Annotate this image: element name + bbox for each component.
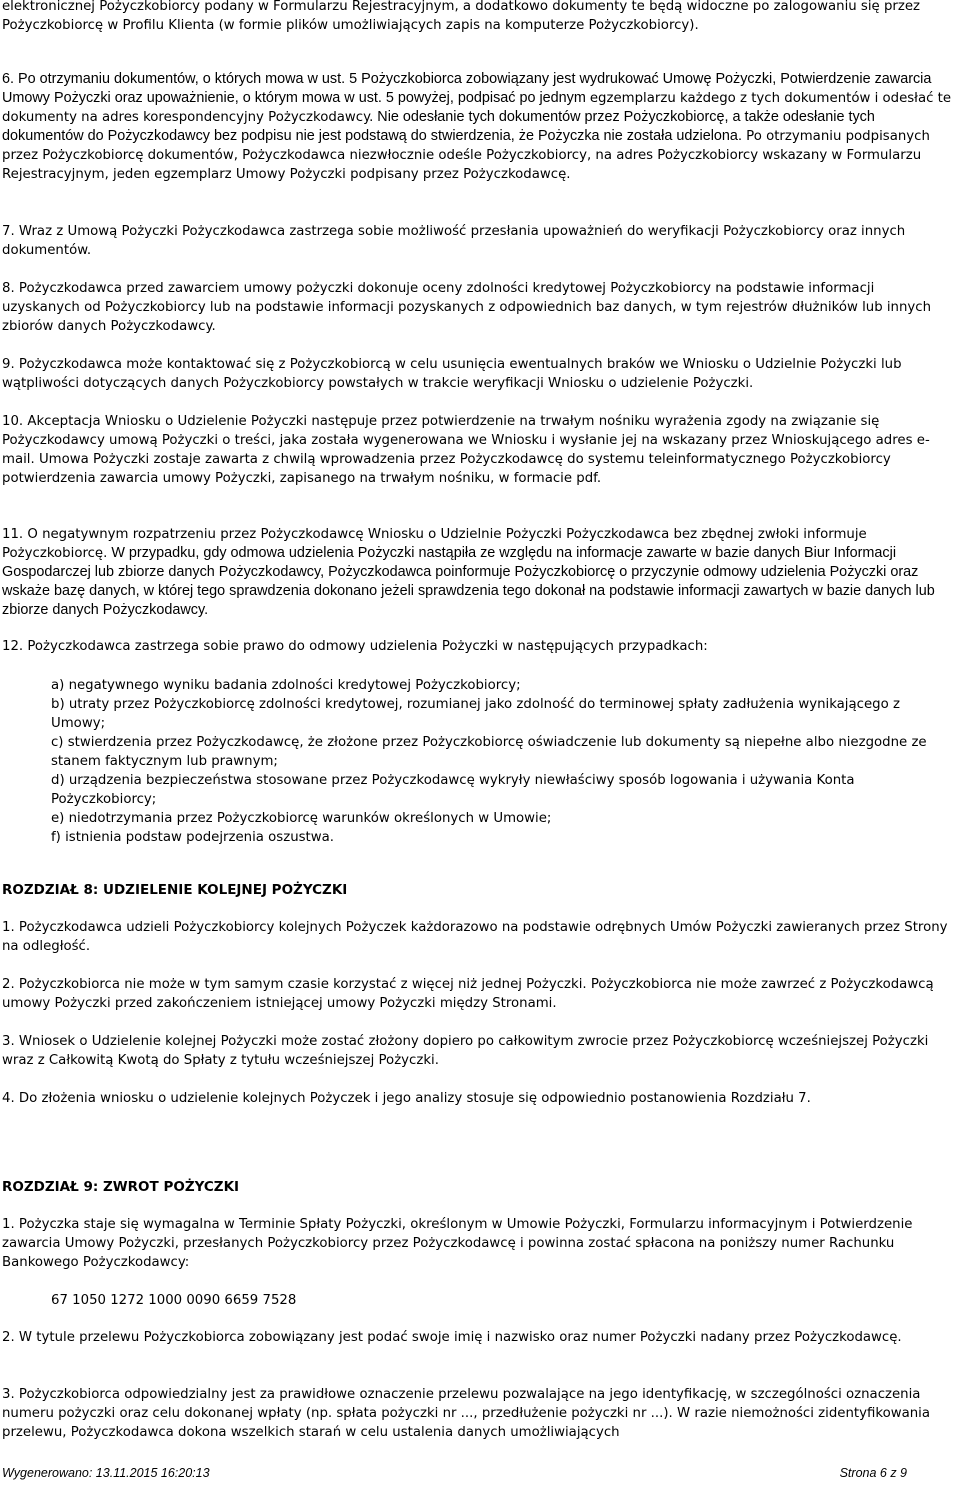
- chapter-9-paragraph-3: 3. Pożyczkobiorca odpowiedzialny jest za prawidłowe oznaczenie przelewu pozwalające na jego identyfikację, w szczególności oznaczenia numeru pożyczki oraz celu dokonanej wpłaty (np. spłata pożyczki nr ..., przedłużenie pożyczki nr ...). W razie niemożności zidentyfikowania przelewu, Pożyczkodawca dokona wszelkich starań w celu ustalenia danych umożliwiających: [2, 1387, 930, 1440]
- paragraph-11-part-a: 11. O negatywnym rozpatrzeniu przez Pożyczkodawcę Wniosku o Udzielnie Pożyczki Pożyczkodawca bez zbędnej zwłoki informuje Pożyczkobiorcę.: [2, 527, 867, 561]
- bank-account-number: 67 1050 1272 1000 0090 6659 7528: [51, 1293, 297, 1308]
- chapter-9-heading: ROZDZIAŁ 9: ZWROT POŻYCZKI: [2, 1179, 240, 1195]
- paragraph-7: 7. Wraz z Umową Pożyczki Pożyczkodawca zastrzega sobie możliwość przesłania upoważnień do weryfikacji Pożyczkobiorcy oraz innych dokumentów.: [2, 224, 906, 258]
- list-item: d) urządzenia bezpieczeństwa stosowane przez Pożyczkodawcę wykryły niewłaściwy sposób logowania i używania Konta Pożyczkobiorcy;: [51, 773, 855, 807]
- list-item: b) utraty przez Pożyczkobiorcę zdolności kredytowej, rozumianej jako zdolność do terminowej spłaty zadłużenia wynikającego z Umowy;: [51, 697, 900, 731]
- chapter-9-paragraph-2: 2. W tytule przelewu Pożyczkobiorca zobowiązany jest podać swoje imię i nazwisko oraz numer Pożyczki nadany przez Pożyczkodawcę.: [2, 1330, 902, 1345]
- list-item: e) niedotrzymania przez Pożyczkobiorcę warunków określonych w Umowie;: [51, 811, 552, 826]
- chapter-9-paragraph-1: 1. Pożyczka staje się wymagalna w Terminie Spłaty Pożyczki, określonym w Umowie Pożyczki, Formularzu informacyjnym i Potwierdzenie zawarcia Umowy Pożyczki, przesłanych Pożyczkobiorcy przez Pożyczkodawcę i powinna zostać spłacona na poniższy numer Rachunku Bankowego Pożyczkodawcy:: [2, 1217, 913, 1270]
- list-item: f) istnienia podstaw podejrzenia oszustwa.: [51, 830, 335, 845]
- list-item: a) negatywnego wyniku badania zdolności kredytowej Pożyczkobiorcy;: [51, 678, 521, 693]
- paragraph-6-part-b: egzemplarzu każdego z tych dokumentów i odesłać te dokumenty na adres korespondencyjny Pożyczkodawcy.: [2, 91, 952, 125]
- continued-paragraph: elektronicznej Pożyczkobiorcy podany w Formularzu Rejestracyjnym, a dodatkowo dokumenty te będą widoczne po zalogowaniu się przez Pożyczkobiorcę w Profilu Klienta (w formie plików umożliwiających zapis na komputerze Pożyczkobiorcy).: [2, 0, 920, 33]
- paragraph-12: 12. Pożyczkodawca zastrzega sobie prawo do odmowy udzielenia Pożyczki w następujących przypadkach:: [2, 639, 708, 654]
- paragraph-6-part-c: Nie odesłanie tych dokumentów przez Pożyczkobiorcę, a także odesłanie tych dokumentów do Pożyczkodawcy bez podpisu nie jest podstawą do stwierdzenia, że Pożyczka nie została udzielona.: [2, 109, 875, 144]
- chapter-8-paragraph-1: 1. Pożyczkodawca udzieli Pożyczkobiorcy kolejnych Pożyczek każdorazowo na podstawie odrębnych Umów Pożyczki zawieranych przez Strony na odległość.: [2, 920, 948, 954]
- paragraph-9: 9. Pożyczkodawca może kontaktować się z Pożyczkobiorcą w celu usunięcia ewentualnych braków we Wniosku o Udzielnie Pożyczki lub wątpliwości dotyczących danych Pożyczkobiorcy powstałych w trakcie weryfikacji Wniosku o udzielenie Pożyczki.: [2, 357, 902, 391]
- list-item: c) stwierdzenia przez Pożyczkodawcę, że złożone przez Pożyczkobiorcę oświadczenie lub dokumenty są niepełne albo niezgodne ze stanem faktycznym lub prawnym;: [51, 735, 927, 769]
- refusal-list: [51, 676, 951, 847]
- chapter-8-paragraph-4: 4. Do złożenia wniosku o udzielenie kolejnych Pożyczek i jego analizy stosuje się odpowiednio postanowienia Rozdziału 7.: [2, 1091, 811, 1106]
- chapter-8-paragraph-2: 2. Pożyczkobiorca nie może w tym samym czasie korzystać z więcej niż jednej Pożyczki. Pożyczkobiorca nie może zawrzeć z Pożyczkodawcą umowy Pożyczki przed zakończeniem istniejącej umowy Pożyczki między Stronami.: [2, 977, 934, 1011]
- paragraph-6-part-d: Po otrzymaniu podpisanych przez Pożyczkobiorcę dokumentów, Pożyczkodawca niezwłocznie odeśle Pożyczkobiorcy, na adres Pożyczkobiorcy wskazany w Formularzu Rejestracyjnym, jeden egzemplarz Umowy Pożyczki podpisany przez Pożyczkodawcę.: [2, 129, 930, 182]
- paragraph-6-part-a: 6. Po otrzymaniu dokumentów, o których mowa w ust. 5 Pożyczkobiorca zobowiązany jest wydrukować Umowę Pożyczki, Potwierdzenie zawarcia Umowy Pożyczki oraz upoważnienie, o którym mowa w ust. 5 powyżej, podpisać po jednym: [2, 71, 932, 106]
- paragraph-11: [2, 525, 954, 620]
- chapter-8-heading: ROZDZIAŁ 8: UDZIELENIE KOLEJNEJ POŻYCZKI: [2, 882, 348, 898]
- page-footer: [2, 1466, 907, 1483]
- generated-timestamp: Wygenerowano: 13.11.2015 16:20:13: [2, 1466, 210, 1480]
- paragraph-11-part-b: W przypadku, gdy odmowa udzielenia Pożyczki nastąpiła ze względu na informacje zawarte w bazie danych Biur Informacji Gospodarczej lub zbiorze danych Pożyczkodawcy, Pożyczkodawca poinformuje Pożyczkobiorcę o przyczynie odmowy udzielenia Pożyczki oraz wskaże bazę danych, w której tego sprawdzenia dokonano jeżeli sprawdzenia tego dokonał na podstawie informacji zawartych w bazie danych lub zbiorze danych Pożyczkodawcy.: [2, 545, 935, 618]
- paragraph-10: 10. Akceptacja Wniosku o Udzielenie Pożyczki następuje przez potwierdzenie na trwałym nośniku wyrażenia zgody na związanie się Pożyczkodawcy umową Pożyczki o treści, jaka została wygenerowana we Wniosku i wysłanie jej na wskazany przez Wnioskującego adres e-mail. Umowa Pożyczki zostaje zawarta z chwilą wprowadzenia przez Pożyczkodawcę do systemu teleinformatycznego Pożyczkobiorcy potwierdzenia zawarcia umowy Pożyczki, zapisanego na trwałym nośniku, w formacie pdf.: [2, 414, 930, 486]
- paragraph-6: [2, 70, 954, 184]
- paragraph-8: 8. Pożyczkodawca przed zawarciem umowy pożyczki dokonuje oceny zdolności kredytowej Pożyczkobiorcy na podstawie informacji uzyskanych od Pożyczkobiorcy lub na podstawie informacji pozyskanych z odpowiednich baz danych, w tym rejestrów dłużników lub innych zbiorów danych Pożyczkodawcy.: [2, 281, 932, 334]
- page-number: Strona 6 z 9: [839, 1466, 907, 1480]
- chapter-8-paragraph-3: 3. Wniosek o Udzielenie kolejnej Pożyczki może zostać złożony dopiero po całkowitym zwrocie przez Pożyczkobiorcę wcześniejszej Pożyczki wraz z Całkowitą Kwotą do Spłaty z tytułu wcześniejszej Pożyczki.: [2, 1034, 929, 1068]
